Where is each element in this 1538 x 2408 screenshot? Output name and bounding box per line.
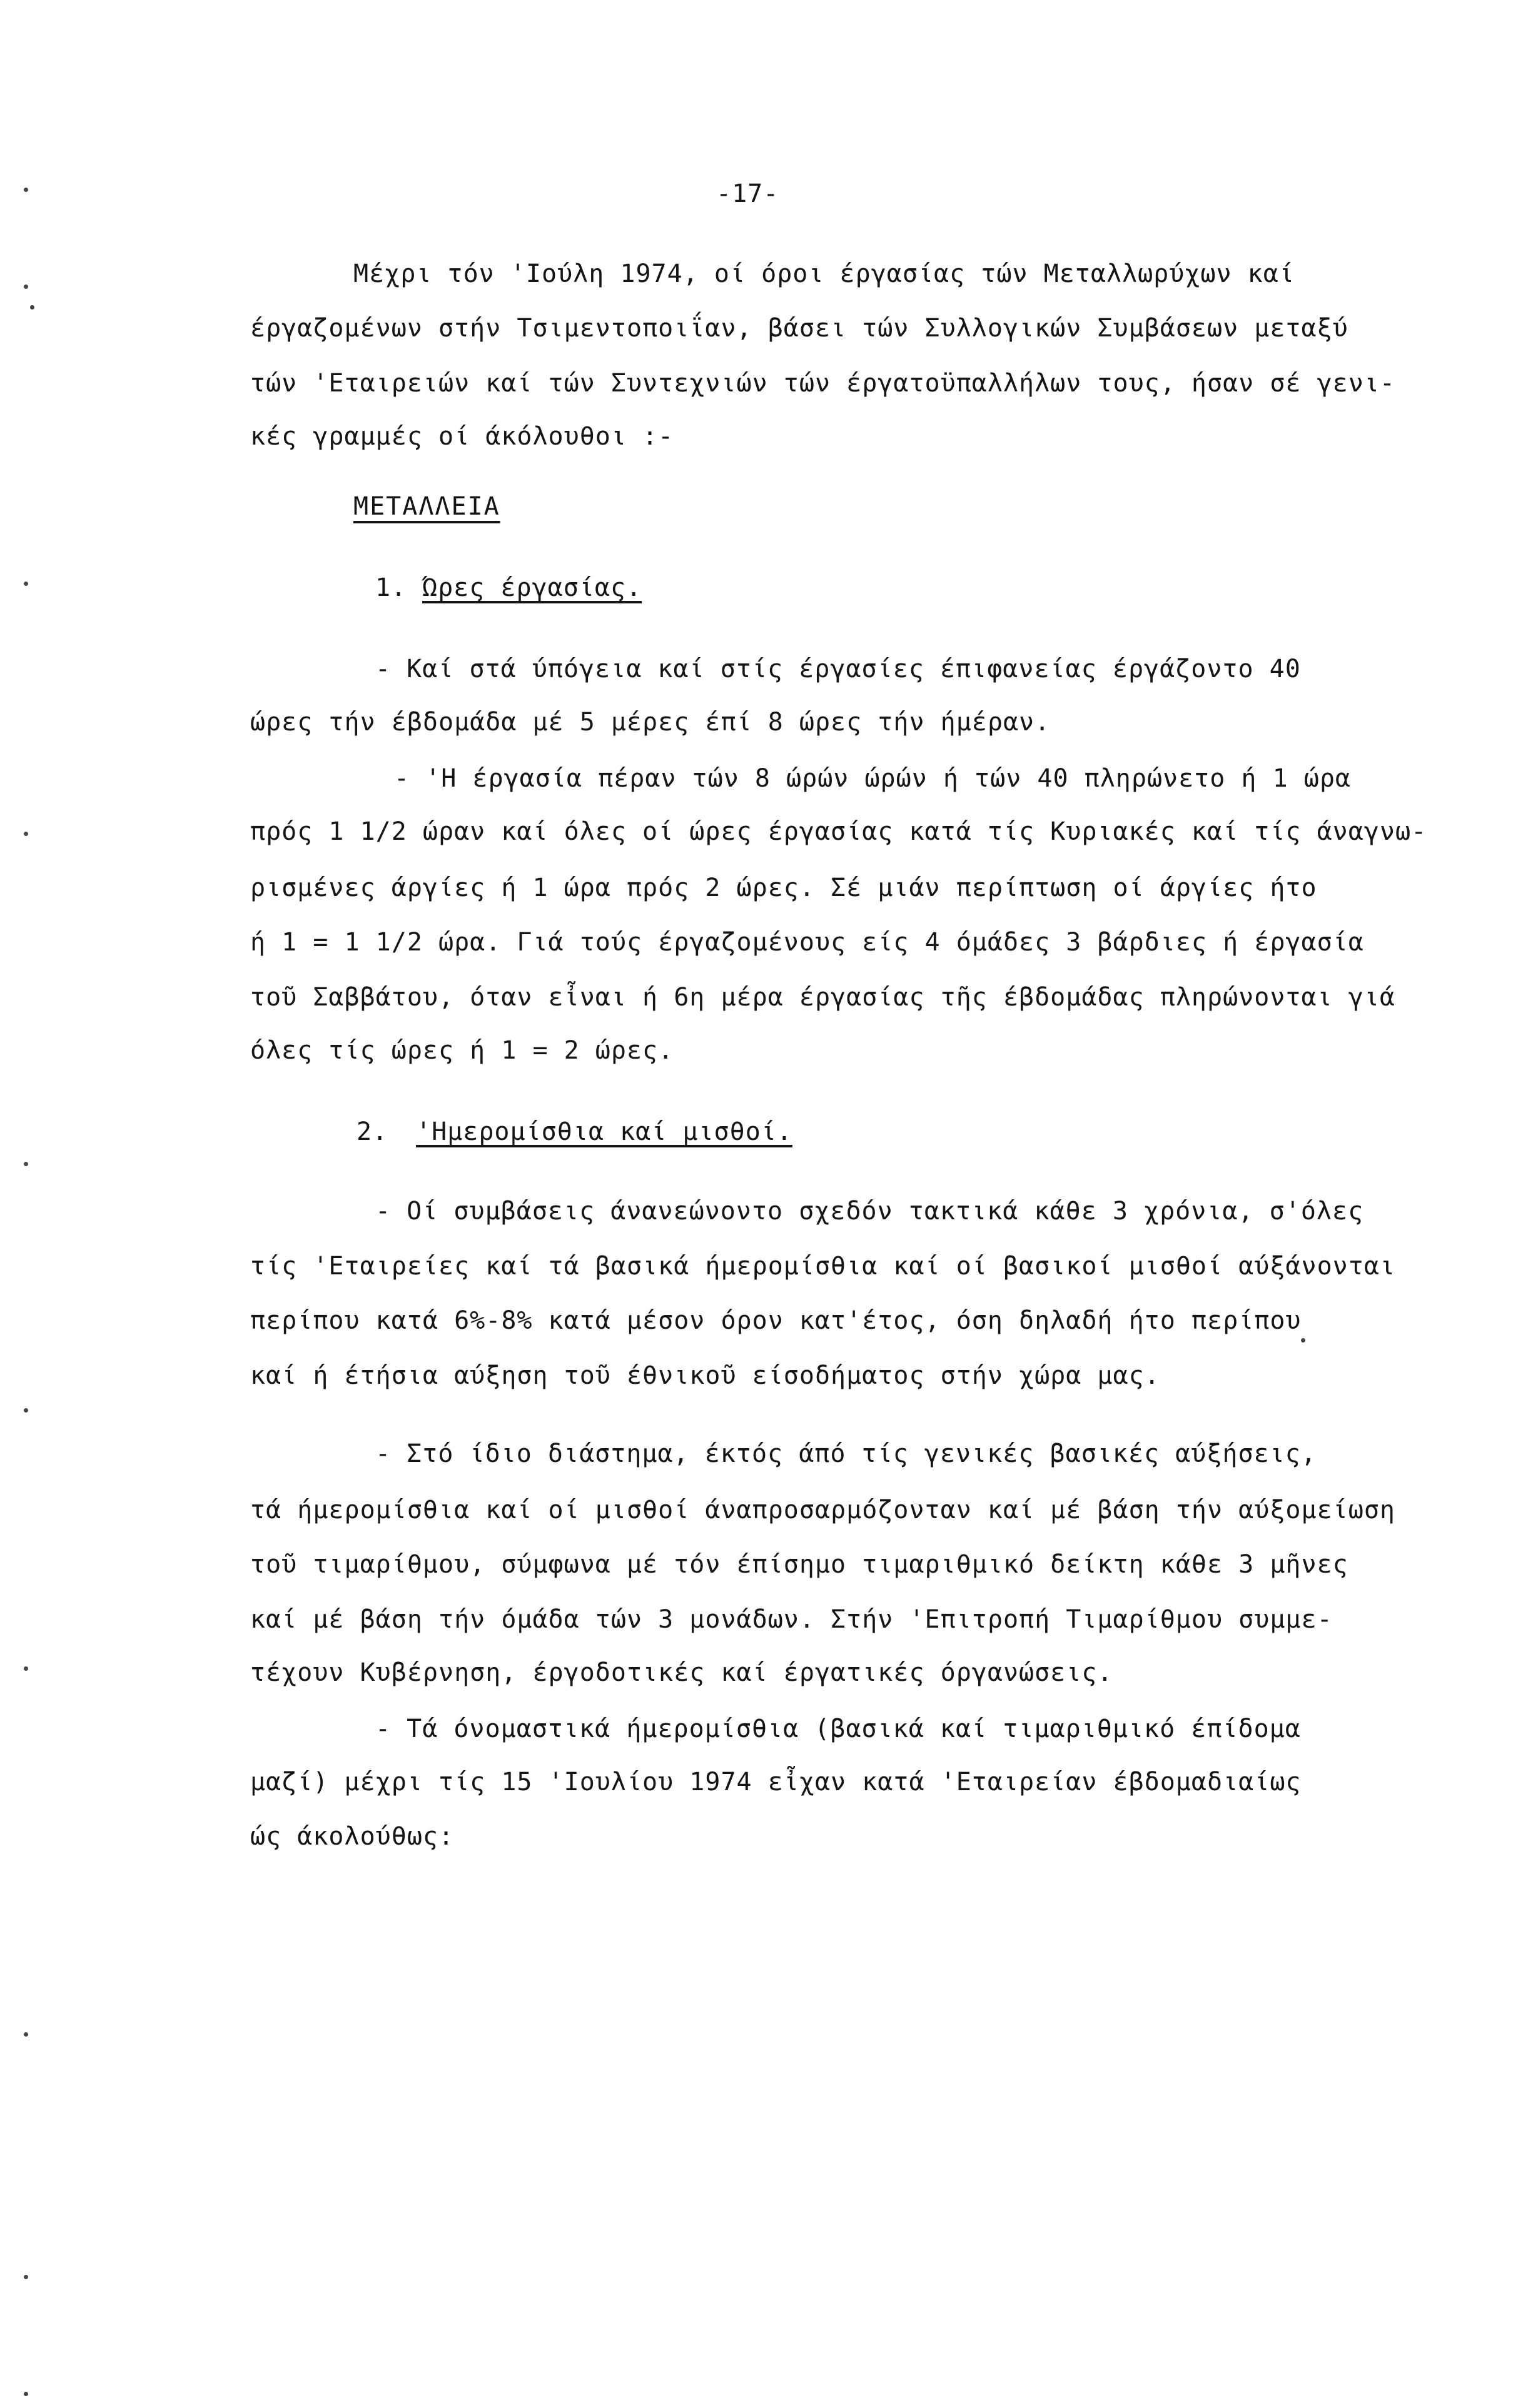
- item1-para2-line-6: όλες τίς ώρες ή 1 = 2 ώρες.: [250, 1036, 674, 1065]
- intro-line-1: Μέχρι τόν 'Ιούλη 1974, οί όροι έργασίας τών Μεταλλωρύχων καί: [353, 259, 1295, 288]
- item2-para2-line-4: καί μέ βάση τήν όμάδα τών 3 μονάδων. Στήν 'Επιτροπή Τιμαρίθμου συμμε-: [250, 1605, 1333, 1634]
- scan-speck: [1301, 1338, 1305, 1343]
- item1-para1-line-1: - Καί στά ύπόγεια καί στίς έργασίες έπιφανείας έργάζοντο 40: [375, 655, 1301, 683]
- scan-speck: [24, 188, 28, 192]
- item1-para1-line-2: ώρες τήν έβδομάδα μέ 5 μέρες έπί 8 ώρες τήν ήμέραν.: [250, 708, 1051, 737]
- section-heading: ΜΕΤΑΛΛΕΙΑ: [353, 492, 500, 521]
- scan-speck: [24, 1162, 28, 1166]
- item1-para2-line-3: ρισμένες άργίες ή 1 ώρα πρός 2 ώρες. Σέ μιάν περίπτωση οί άργίες ήτο: [250, 874, 1317, 902]
- scan-speck: [24, 582, 28, 586]
- item1-para2-line-5: τοῦ Σαββάτου, όταν εἶναι ή 6η μέρα έργασίας τῆς έβδομάδας πληρώνονται γιά: [250, 983, 1395, 1012]
- scan-speck: [30, 305, 34, 310]
- item2-para2-line-5: τέχουν Κυβέρνηση, έργοδοτικές καί έργατικές όργανώσεις.: [250, 1658, 1113, 1687]
- item2-para3-line-3: ώς άκολούθως:: [250, 1822, 455, 1851]
- item2-para1-line-1: - Οί συμβάσεις άνανεώνοντο σχεδόν τακτικά κάθε 3 χρόνια, σ'όλες: [375, 1197, 1364, 1226]
- scan-speck: [24, 832, 28, 836]
- item2-title: 'Ημερομίσθια καί μισθοί.: [416, 1117, 792, 1146]
- scan-speck: [24, 2275, 28, 2279]
- scan-speck: [24, 1666, 28, 1671]
- scan-speck: [24, 2392, 28, 2396]
- intro-line-2: έργαζομένων στήν Τσιμεντοποιΐαν, βάσει τών Συλλογικών Συμβάσεων μεταξύ: [250, 314, 1348, 343]
- item1-para2-line-1: - 'Η έργασία πέραν τών 8 ώρών ώρών ή τών 40 πληρώνετο ή 1 ώρα: [394, 764, 1352, 793]
- item2-para1-line-4: καί ή έτήσια αύξηση τοῦ έθνικοῦ είσοδήματος στήν χώρα μας.: [250, 1361, 1160, 1390]
- item2-para1-line-3: περίπου κατά 6%-8% κατά μέσον όρον κατ'έτος, όση δηλαδή ήτο περίπου: [250, 1306, 1302, 1335]
- item1-title: Ώρες έργασίας.: [422, 573, 642, 602]
- item2-para3-line-1: - Τά όνομαστικά ήμερομίσθια (βασικά καί τιμαριθμικό έπίδομα: [375, 1715, 1301, 1743]
- page-number: -17-: [716, 179, 779, 208]
- item1-para2-line-2: πρός 1 1/2 ώραν καί όλες οί ώρες έργασίας κατά τίς Κυριακές καί τίς άναγνω-: [250, 817, 1427, 846]
- intro-line-4: κές γραμμές οί άκόλουθοι :-: [250, 422, 674, 451]
- item2-para3-line-2: μαζί) μέχρι τίς 15 'Ιουλίου 1974 εἶχαν κατά 'Εταιρείαν έβδομαδιαίως: [250, 1768, 1302, 1796]
- scan-speck: [24, 285, 28, 289]
- item2-number: 2.: [357, 1117, 388, 1146]
- scan-speck: [24, 1408, 28, 1413]
- item2-para2-line-1: - Στό ίδιο διάστημα, έκτός άπό τίς γενικές βασικές αύξήσεις,: [375, 1439, 1317, 1468]
- item2-para2-line-3: τοῦ τιμαρίθμου, σύμφωνα μέ τόν έπίσημο τιμαριθμικό δείκτη κάθε 3 μῆνες: [250, 1550, 1348, 1579]
- item1-para2-line-4: ή 1 = 1 1/2 ώρα. Γιά τούς έργαζομένους είς 4 όμάδες 3 βάρδιες ή έργασία: [250, 928, 1364, 957]
- item1-number: 1.: [375, 573, 407, 602]
- scan-speck: [24, 2032, 28, 2037]
- item2-para1-line-2: τίς 'Εταιρείες καί τά βασικά ήμερομίσθια καί οί βασικοί μισθοί αύξάνονται: [250, 1252, 1395, 1281]
- item2-para2-line-2: τά ήμερομίσθια καί οί μισθοί άναπροσαρμόζονταν καί μέ βάση τήν αύξομείωση: [250, 1496, 1395, 1524]
- intro-line-3: τών 'Εταιρειών καί τών Συντεχνιών τών έργατοϋπαλλήλων τους, ήσαν σέ γενι-: [250, 369, 1395, 398]
